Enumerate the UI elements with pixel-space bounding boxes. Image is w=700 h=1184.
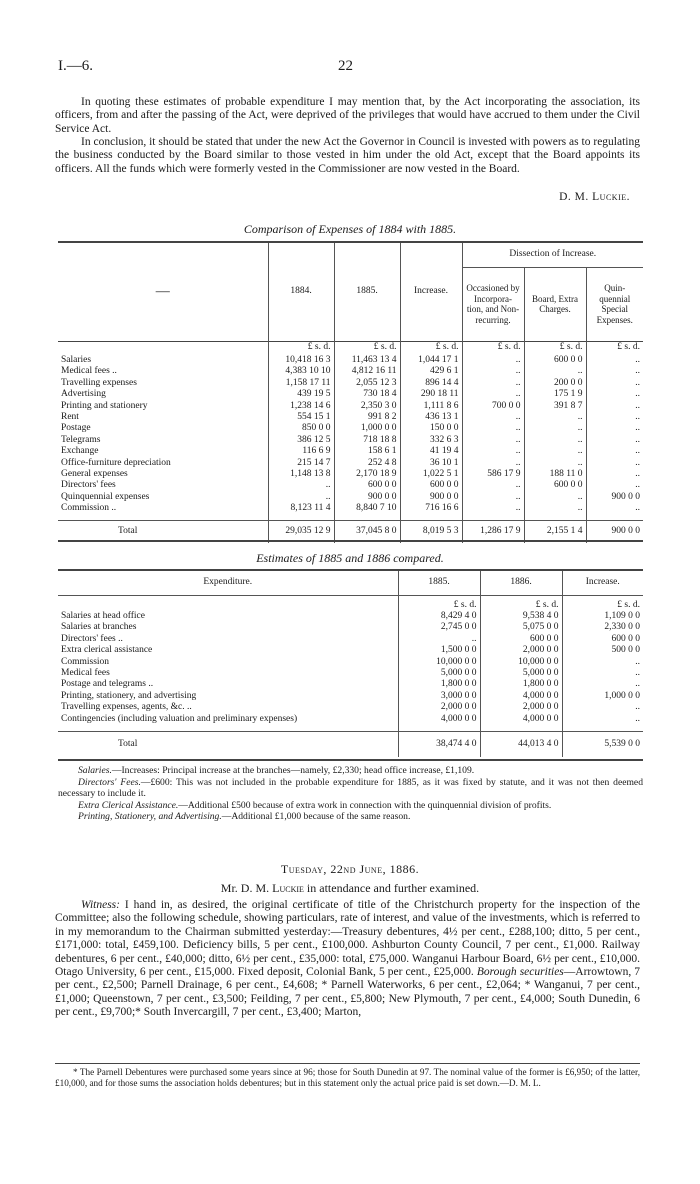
row-label: Medical fees [61,668,110,679]
table-cell: 429 6 1 [400,366,462,377]
signature-name: Luckie. [592,191,630,203]
table-row [58,634,643,645]
table-cell: 2,000 0 0 [480,702,562,713]
note-text: —Additional £1,000 because of the same reason. [221,811,411,823]
table-cell: 600 0 0 [524,480,586,491]
borough-text: —Arrowtown, 7 per cent., £2,500; Parnell Drainage, 6 per cent., £4,608; * Parnell Waterworks, 6 per cent., £2,064; * Wanganui, 7 per cent., £1,000; Queenstown, 7 per cent., £3,500; Feilding, 7 per cent., £5,800; New Plymouth, 7 per cent., £4,000; South Dunedin, 6 per cent., £9,700;* South Invercargill, 7 per cent., £3,400; Marton, [55,966,640,1019]
table-cell: 600 0 0 [562,634,643,645]
total-label: Total [58,521,268,543]
table-cell: .. [524,423,586,434]
table-cell: 1,044 17 1 [400,355,462,366]
signature [559,191,630,203]
table1-caption: Comparison of Expenses of 1884 with 1885. [243,222,457,236]
footnote-rule [55,1063,640,1064]
col-1885-header: 1885. [334,243,400,341]
attendance-suffix: in attendance and further examined. [306,881,480,895]
note-heading: Printing, Stationery, and Advertising. [78,811,222,823]
col-1884-header: 1884. [268,243,334,341]
table-row [58,446,643,457]
table-cell: .. [462,412,524,423]
col-increase-header: Increase. [562,571,643,595]
table-cell: .. [586,503,643,514]
table-cell: 2,055 12 3 [334,378,400,389]
table-cell: 2,330 0 0 [562,622,643,633]
table-cell: 4,000 0 0 [398,714,480,725]
units-row [58,341,643,355]
table-cell: 8,123 11 4 [268,503,334,514]
table-row [58,480,643,491]
table-row [58,622,643,633]
unit-cell: £ s. d. [586,341,643,355]
col-quinquennial-header: Quin- quennial Special Expenses. [586,267,643,341]
table-cell: 4,000 0 0 [480,714,562,725]
table-cell: 900 0 0 [586,492,643,503]
row-label: Printing, stationery, and advertising [61,690,197,701]
page-number: 22 [338,58,353,74]
unit-cell: £ s. d. [524,341,586,355]
table-cell: 9,538 4 0 [480,611,562,622]
table-row [58,412,643,423]
table-cell: 1,022 5 1 [400,469,462,480]
table-cell: .. [462,446,524,457]
table-cell: .. [462,389,524,400]
table-cell: 1,148 13 8 [268,469,334,480]
table-cell: 4,383 10 10 [268,366,334,377]
table-cell: 200 0 0 [524,378,586,389]
table-cell: 8,840 7 10 [334,503,400,514]
row-label: Travelling expenses [61,377,137,388]
estimates-table [58,571,643,757]
session-date: Tuesday, 22nd June, 1886. [280,862,420,876]
table-cell: 2,350 3 0 [334,401,400,412]
signature-initials: D. M. [559,191,589,203]
table-cell: 4,812 16 11 [334,366,400,377]
table-cell: 1,800 0 0 [480,679,562,690]
table-cell: .. [524,503,586,514]
borough-label: Borough securities [476,966,564,979]
table-cell: 600 0 0 [480,634,562,645]
table-cell: .. [562,657,643,668]
table-cell: 436 13 1 [400,412,462,423]
row-label: Rent [61,412,79,423]
table-cell: .. [586,366,643,377]
note [58,800,643,812]
table-cell: .. [462,355,524,366]
table-cell: .. [462,435,524,446]
table-cell: .. [524,492,586,503]
col-1885-header: 1885. [398,571,480,595]
table-row [58,668,643,679]
table-cell: .. [524,446,586,457]
table-cell: 718 18 8 [334,435,400,446]
table-cell: 5,000 0 0 [480,668,562,679]
table-row [58,366,643,377]
unit-cell: £ s. d. [398,595,480,611]
table-cell: .. [586,458,643,469]
table-cell: 554 15 1 [268,412,334,423]
intro-paragraph-2: In conclusion, it should be stated that under the new Act the Governor in Council is invested with powers as to regulating the business conducted by the Board similar to those vested in him under the old Act, except that the Board appoints its officers. All the funds which were formerly vested in the Commissioner are now vested in the Board. [55,136,640,175]
table-cell: 896 14 4 [400,378,462,389]
note [58,777,643,800]
table-row [58,691,643,702]
row-label: Postage and telegrams .. [61,679,154,690]
table-notes [58,765,643,823]
table2-bottom-rule [58,759,643,761]
table-cell: 2,000 0 0 [398,702,480,713]
table-cell: .. [586,401,643,412]
table-cell: 290 18 11 [400,389,462,400]
table-cell: 158 6 1 [334,446,400,457]
row-label: Salaries [61,355,92,365]
table-cell: .. [586,389,643,400]
table-cell: .. [524,435,586,446]
table-row [58,389,643,400]
table-cell: .. [462,480,524,491]
table-cell: 1,800 0 0 [398,679,480,690]
table-cell: .. [462,378,524,389]
unit-cell: £ s. d. [268,341,334,355]
row-label: Medical fees .. [61,366,117,377]
table-cell: .. [524,412,586,423]
table-row [58,458,643,469]
table-cell: .. [462,492,524,503]
table-cell: .. [462,366,524,377]
table-row [58,714,643,725]
table-cell: 730 18 4 [334,389,400,400]
table-cell: 900 0 0 [334,492,400,503]
table-cell: 1,000 0 0 [562,691,643,702]
row-label: Exchange [61,446,99,457]
table-row [58,401,643,412]
table-cell: 3,000 0 0 [398,691,480,702]
total-label: Total [58,731,398,757]
row-label: Printing and stationery [61,400,148,411]
attendance-name: Luckie [272,881,304,895]
table-cell: 586 17 9 [462,469,524,480]
table-cell: 4,000 0 0 [480,691,562,702]
witness-text: I hand in, as desired, the original certificate of title of the Christchurch property for the inspection of the Committee; also the following schedule, showing particulars, rate of interest, and value of the investments, which is referred to in my memorandum to the Chairman submitted yesterday:—Treasury debentures, 4½ per cent., £288,100; ditto, 5 per cent., £171,000: total, £459,100. Deficiency bills, 5 per cent., £100,000. Ashburton County Council, 7 per cent., £1,000. Railway debentures, 6 per cent., £40,000; ditto, 6½ per cent., £35,000: total, £75,000. Wanganui Harbour Board, 6½ per cent., £10,000. Otago University, 6 per cent., £15,000. Fixed deposit, Colonial Bank, 5 per cent., £25,000. [55,899,641,979]
col-increase-header: Increase. [400,243,462,341]
total-cell: 29,035 12 9 [268,521,334,543]
table-cell: .. [586,435,643,446]
table-cell: .. [562,714,643,725]
table-cell: 175 1 9 [524,389,586,400]
table-cell: .. [586,355,643,366]
table-cell: 991 8 2 [334,412,400,423]
table-cell: 188 11 0 [524,469,586,480]
table-cell: 386 12 5 [268,435,334,446]
page-header [0,58,700,80]
witness-label: Witness: [81,899,120,911]
units-row [58,595,643,611]
row-label: Telegrams [61,434,101,445]
table-row [58,469,643,480]
table-cell: .. [398,634,480,645]
table-cell: .. [462,423,524,434]
note-text: —£600: This was not included in the probable expenditure for 1885, as it was fixed by statute, and it was not then deemed necessary to include it. [58,776,643,800]
table-cell: 332 6 3 [400,435,462,446]
table-cell: .. [586,480,643,491]
table-cell: .. [268,480,334,491]
table-row [58,645,643,656]
table-cell: 900 0 0 [400,492,462,503]
table-cell: .. [586,469,643,480]
table-cell: 10,000 0 0 [398,657,480,668]
table-cell: .. [462,503,524,514]
table2-caption: Estimates of 1885 and 1886 compared. [256,551,444,565]
table-cell: .. [562,679,643,690]
table-cell: 716 16 6 [400,503,462,514]
table-cell: 500 0 0 [562,645,643,656]
table2-total-row [58,731,643,757]
intro-paragraph-1: In quoting these estimates of probable expenditure I may mention that, by the Act incorporating the association, its officers, from and after the passing of the Act, were deprived of the privileges that would have accrued to them under the Civil Service Act. [55,96,640,135]
witness-statement [55,899,640,1020]
table1-bottom-rule [58,540,643,542]
table-cell: .. [524,458,586,469]
table-cell: 700 0 0 [462,401,524,412]
table-row [58,702,643,713]
row-label: Quinquennial expenses [61,491,150,502]
table-cell: 1,111 8 6 [400,401,462,412]
table-cell: 116 6 9 [268,446,334,457]
label-column-header: — [155,284,170,300]
table-cell: 252 4 8 [334,458,400,469]
row-label: Commission [61,656,110,667]
total-cell: 900 0 0 [586,521,643,543]
table-row [58,435,643,446]
note-heading: Extra Clerical Assistance. [78,799,179,811]
document-reference: I.—6. [58,58,93,74]
table-cell: .. [586,412,643,423]
row-label: Contingencies (including valuation and preliminary expenses) [61,713,298,724]
unit-cell: £ s. d. [334,341,400,355]
row-label: Salaries at head office [61,611,145,621]
table-cell: .. [562,702,643,713]
col-occasioned-header: Occasioned by Incorpora- tion, and Non- recurring. [462,267,524,341]
table-row [58,503,643,514]
row-label: Advertising [61,389,106,400]
table-cell: 2,000 0 0 [480,645,562,656]
note-heading: Salaries. [78,765,112,776]
table-row [58,423,643,434]
table-cell: 1,109 0 0 [562,611,643,622]
row-label: Directors' fees .. [61,633,123,644]
total-cell: 1,286 17 9 [462,521,524,543]
table-row [58,378,643,389]
unit-cell: £ s. d. [562,595,643,611]
table-cell: .. [562,668,643,679]
row-label: Commission .. [61,503,117,514]
table-cell: 41 19 4 [400,446,462,457]
total-cell: 2,155 1 4 [524,521,586,543]
note [58,811,643,823]
table-cell: .. [586,423,643,434]
table-cell: .. [462,458,524,469]
row-label: General expenses [61,469,128,480]
table-row [58,492,643,503]
table-row [58,355,643,366]
table-cell: .. [268,492,334,503]
total-cell: 37,045 8 0 [334,521,400,543]
unit-cell: £ s. d. [400,341,462,355]
attendance-line [0,881,700,896]
row-label: Office-furniture depreciation [61,457,171,468]
table-cell: 600 0 0 [524,355,586,366]
table-row [58,657,643,668]
table-cell: 8,429 4 0 [398,611,480,622]
total-cell: 44,013 4 0 [480,731,562,757]
table-cell: 391 8 7 [524,401,586,412]
row-label: Directors' fees [61,480,116,491]
table-cell: 439 19 5 [268,389,334,400]
table-cell: 1,158 17 11 [268,378,334,389]
total-cell: 5,539 0 0 [562,731,643,757]
table-cell: .. [524,366,586,377]
total-cell: 8,019 5 3 [400,521,462,543]
table-cell: 10,418 16 3 [268,355,334,366]
note-text: —Increases: Principal increase at the branches—namely, £2,330; head office increase, £1,109. [111,765,475,776]
expenditure-header: Expenditure. [58,571,398,595]
table-cell: 600 0 0 [334,480,400,491]
total-cell: 38,474 4 0 [398,731,480,757]
note-heading: Directors' Fees. [78,776,141,788]
table-cell: .. [586,446,643,457]
attendance-prefix: Mr. D. M. [220,881,270,895]
unit-cell: £ s. d. [462,341,524,355]
unit-cell: £ s. d. [480,595,562,611]
col-board-header: Board, Extra Charges. [524,267,586,341]
table-cell: 1,500 0 0 [398,645,480,656]
row-label: Travelling expenses, agents, &c. .. [61,702,192,713]
row-label: Salaries at branches [61,622,137,633]
dissection-header: Dissection of Increase. [462,243,643,267]
note [58,765,643,777]
table-cell: 150 0 0 [400,423,462,434]
col-1886-header: 1886. [480,571,562,595]
table-cell: 36 10 1 [400,458,462,469]
table-cell: 1,238 14 6 [268,401,334,412]
table-cell: 11,463 13 4 [334,355,400,366]
table-cell: 5,000 0 0 [398,668,480,679]
table-cell: 215 14 7 [268,458,334,469]
table-cell: 850 0 0 [268,423,334,434]
table-cell: 600 0 0 [400,480,462,491]
note-text: —Additional £500 because of extra work in connection with the quinquennial division of profits. [178,799,552,811]
table-cell: 5,075 0 0 [480,622,562,633]
table-row [58,611,643,622]
comparison-table [58,243,643,543]
table-cell: .. [586,378,643,389]
row-label: Postage [61,423,91,434]
table-cell: 2,745 0 0 [398,622,480,633]
table-cell: 1,000 0 0 [334,423,400,434]
table-cell: 10,000 0 0 [480,657,562,668]
table-row [58,679,643,690]
footnote: * The Parnell Debentures were purchased some years since at 96; those for South Dunedin at 97. The nominal value of the former is £6,950; of the latter, £10,000, and for those sums the association holds debentures; but in this statement only the actual price paid is set down.—D. M. L. [55,1067,640,1088]
row-label: Extra clerical assistance [61,645,153,656]
table-cell: 2,170 18 9 [334,469,400,480]
